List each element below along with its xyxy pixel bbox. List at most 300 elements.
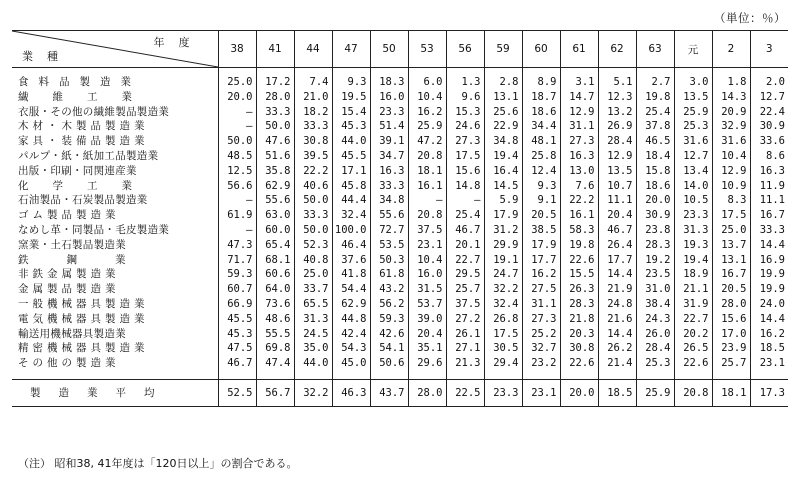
data-table [12,30,788,407]
year-header-cell: 3 [750,31,788,68]
value-cell: 72.7 [370,223,408,238]
value-cell: 32.9 [712,119,750,134]
value-cell: 12.7 [759,90,785,103]
value-cell: 16.3 [759,164,785,177]
value-cell: — [218,193,256,208]
year-header-cell: 2 [712,31,750,68]
value-cell: 7.6 [560,179,598,194]
industry-name: 金属製品製造業 [18,283,120,296]
value-cell: 61.8 [370,267,408,282]
value-cell: 29.5 [446,267,484,282]
value-cell: 23.1 [759,357,785,370]
industry-name: 一般機械器具製造業 [18,297,149,310]
value-cell: 59.3 [370,312,408,327]
value-cell: 52.3 [294,238,332,253]
table-body [12,68,788,407]
value-cell: 19.5 [332,90,370,105]
value-cell: 26.3 [560,282,598,297]
industry-name-cell [12,238,218,253]
value-cell: 23.9 [712,341,750,356]
value-cell: 25.0 [294,267,332,282]
value-cell: 12.9 [560,105,598,120]
spacer-cell [12,371,218,380]
value-cell: 13.5 [674,90,712,105]
value-cell: 8.3 [712,193,750,208]
value-cell: 37.5 [446,297,484,312]
industry-name-cell [12,297,218,312]
value-cell: 15.5 [560,267,598,282]
year-header-cell: 元 [674,31,712,68]
value-cell: 60.0 [256,223,294,238]
value-cell: 24.6 [446,119,484,134]
value-cell: 48.6 [256,312,294,327]
value-cell: 31.6 [674,134,712,149]
value-cell: 23.3 [674,208,712,223]
value-cell: 41.8 [332,267,370,282]
value-cell: 39.5 [294,149,332,164]
value-cell: — [218,105,256,120]
value-cell: 16.2 [408,105,446,120]
year-header-cell: 38 [218,31,256,68]
value-cell: 43.2 [370,282,408,297]
header-row [12,31,788,68]
value-cell: 18.2 [294,105,332,120]
value-cell: 12.4 [522,164,560,179]
value-cell: 47.3 [218,238,256,253]
value-cell: 68.1 [256,253,294,268]
value-cell: 16.0 [408,267,446,282]
value-cell: 9.3 [332,68,370,90]
table-row [12,134,788,149]
table-row [12,208,788,223]
value-cell: 27.3 [560,134,598,149]
spacer-cell [750,371,788,380]
value-cell: 62.9 [332,297,370,312]
value-cell: 29.4 [484,356,522,371]
value-cell: 16.4 [484,164,522,179]
value-cell: 47.5 [218,341,256,356]
value-cell: 16.2 [759,327,785,340]
value-cell: 16.1 [560,208,598,223]
value-cell: 32.4 [484,297,522,312]
value-cell: 33.7 [294,282,332,297]
table-row [12,193,788,208]
value-cell: 20.5 [712,282,750,297]
industry-name: 鉄鋼業 [18,253,164,266]
value-cell: 28.0 [712,297,750,312]
value-cell: 13.2 [598,105,636,120]
value-cell: 19.8 [636,90,674,105]
value-cell: 42.4 [332,327,370,342]
value-cell: 22.7 [446,253,484,268]
value-cell: 18.7 [522,90,560,105]
table-row [12,297,788,312]
table-row [12,149,788,164]
value-cell: 60.6 [256,267,294,282]
value-cell: 20.2 [674,327,712,342]
value-cell: 13.5 [598,164,636,179]
industry-name: 繊維工業 [18,90,156,103]
value-cell: 40.8 [294,253,332,268]
value-cell: 26.0 [636,327,674,342]
table-row [12,253,788,268]
value-cell: 29.6 [408,356,446,371]
value-cell: 14.4 [598,327,636,342]
industry-name: その他の製造業 [18,357,120,370]
unit-label: （単位：％） [714,11,786,25]
value-cell: 55.6 [370,208,408,223]
industry-name: 食料品製造業 [18,76,141,88]
value-cell: 19.9 [759,268,785,281]
value-cell: 50.0 [256,119,294,134]
spacer-cell [332,371,370,380]
value-cell: 23.5 [636,267,674,282]
value-cell: 17.2 [256,68,294,90]
industry-name: 非鉄金属製造業 [18,268,120,281]
table-row [12,312,788,327]
value-cell: 37.6 [332,253,370,268]
table-row [12,282,788,297]
industry-name-cell [12,68,218,90]
value-cell: 33.3 [370,179,408,194]
value-cell: 27.1 [446,341,484,356]
spacer-row [12,371,788,380]
value-cell: 25.9 [408,119,446,134]
value-cell: 8.9 [522,68,560,90]
value-cell: 31.3 [674,223,712,238]
value-cell: 45.3 [332,119,370,134]
value-cell: 17.9 [522,238,560,253]
value-cell: 34.8 [484,134,522,149]
value-cell: 18.5 [759,342,785,355]
value-cell: 47.4 [256,356,294,371]
value-cell: 43.7 [370,379,408,406]
spacer-cell [256,371,294,380]
value-cell: 32.2 [294,379,332,406]
value-cell: 25.4 [446,208,484,223]
value-cell: 18.3 [370,68,408,90]
value-cell: 55.5 [256,327,294,342]
industry-name: 精密機械器具製造業 [18,342,149,355]
industry-name-cell [12,149,218,164]
value-cell: 38.5 [522,223,560,238]
value-cell: 17.5 [446,149,484,164]
value-cell: 22.4 [759,105,785,118]
value-cell: 22.6 [674,356,712,371]
table-row [12,119,788,134]
value-cell: 35.8 [256,164,294,179]
value-cell: 20.1 [446,238,484,253]
value-cell: 24.8 [598,297,636,312]
value-cell: 52.5 [218,379,256,406]
value-cell: 30.8 [560,341,598,356]
value-cell: 22.2 [560,193,598,208]
value-cell: 14.7 [560,90,598,105]
value-cell: 44.0 [294,356,332,371]
spacer-cell [674,371,712,380]
table-row [12,223,788,238]
value-cell: 54.1 [370,341,408,356]
footnote: （注） 昭和38, 41年度は「120日以上」の割合である。 [18,457,298,470]
value-cell: 17.7 [522,253,560,268]
value-cell: 62.9 [256,179,294,194]
value-cell: 23.3 [370,105,408,120]
value-cell: 20.4 [598,208,636,223]
value-cell: 25.0 [712,223,750,238]
table-row [12,90,788,105]
value-cell: 28.4 [636,341,674,356]
year-header-cell: 47 [332,31,370,68]
value-cell: 16.3 [370,164,408,179]
table-row [12,238,788,253]
industry-name-cell [12,223,218,238]
value-cell: 11.9 [759,179,785,192]
value-cell: 44.4 [332,193,370,208]
value-cell: 31.5 [408,282,446,297]
value-cell: 17.7 [598,253,636,268]
value-cell: 19.8 [560,238,598,253]
value-cell: 47.6 [256,134,294,149]
value-cell: 23.1 [522,379,560,406]
value-cell: 21.4 [598,356,636,371]
value-cell: 51.4 [370,119,408,134]
value-cell: 24.0 [759,297,785,310]
table-row [12,267,788,282]
value-cell: 10.9 [712,179,750,194]
value-cell: 54.4 [332,282,370,297]
value-cell: 13.1 [712,253,750,268]
year-header-cell: 44 [294,31,332,68]
value-cell: 16.9 [759,253,785,266]
value-cell: 26.1 [446,327,484,342]
spacer-cell [446,371,484,380]
industry-name-cell [12,179,218,194]
value-cell: 58.3 [560,223,598,238]
value-cell: 5.1 [598,68,636,90]
table-row [12,327,788,342]
value-cell: 55.6 [256,193,294,208]
industry-name: 石油製品・石炭製品製造業 [18,194,148,207]
value-cell: 25.0 [218,68,256,90]
value-cell: 33.6 [759,135,785,148]
industry-name: パルプ・紙・紙加工品製造業 [18,149,159,162]
table-row [12,356,788,371]
value-cell: 7.4 [294,68,332,90]
year-header-label: 年度 [153,36,204,49]
value-cell: 34.4 [522,119,560,134]
value-cell: 35.0 [294,341,332,356]
value-cell: 46.7 [218,356,256,371]
value-cell: 29.9 [484,238,522,253]
value-cell: — [408,193,446,208]
value-cell: 17.9 [484,208,522,223]
value-cell: 31.9 [674,297,712,312]
value-cell: 23.3 [484,379,522,406]
value-cell: 33.3 [294,119,332,134]
industry-name: 窯業・土石製品製造業 [18,238,126,251]
value-cell: 25.3 [674,119,712,134]
value-cell: 48.1 [522,134,560,149]
industry-name-cell [12,208,218,223]
value-cell: 51.6 [256,149,294,164]
value-cell: 14.4 [759,238,785,251]
table-row [12,68,788,90]
value-cell: 16.7 [759,209,785,222]
value-cell: 6.0 [408,68,446,90]
value-cell: 23.2 [522,356,560,371]
value-cell: 39.0 [408,312,446,327]
value-cell: 2.7 [636,68,674,90]
value-cell: 28.0 [256,90,294,105]
value-cell: 45.3 [218,327,256,342]
value-cell: 12.7 [674,149,712,164]
spacer-cell [560,371,598,380]
value-cell: 18.4 [636,149,674,164]
value-cell: 19.2 [636,253,674,268]
year-header-cell: 61 [560,31,598,68]
value-cell: 23.8 [636,223,674,238]
value-cell: 16.2 [522,267,560,282]
value-cell: 1.8 [712,68,750,90]
value-cell: 14.0 [674,179,712,194]
value-cell: 17.5 [484,327,522,342]
value-cell: 64.0 [256,282,294,297]
value-cell: 39.1 [370,134,408,149]
industry-name-cell [12,193,218,208]
industry-name-cell [12,379,218,406]
header-corner-cell [12,31,218,68]
value-cell: 28.3 [636,238,674,253]
value-cell: 46.3 [332,379,370,406]
value-cell: 3.0 [674,68,712,90]
value-cell: 10.4 [712,149,750,164]
value-cell: 18.9 [674,267,712,282]
value-cell: 21.1 [674,282,712,297]
value-cell: 28.4 [598,134,636,149]
value-cell: 12.5 [218,164,256,179]
value-cell: 45.5 [218,312,256,327]
value-cell: 66.9 [218,297,256,312]
industry-name-cell [12,164,218,179]
value-cell: 35.1 [408,341,446,356]
value-cell: 45.0 [332,356,370,371]
value-cell: 21.3 [446,356,484,371]
value-cell: 25.6 [484,105,522,120]
value-cell: 20.8 [408,208,446,223]
value-cell: 19.1 [484,253,522,268]
value-cell: 31.0 [636,282,674,297]
value-cell: 14.3 [712,90,750,105]
value-cell: 25.2 [522,327,560,342]
value-cell: 10.4 [408,90,446,105]
value-cell: 19.3 [674,238,712,253]
value-cell: 20.4 [408,327,446,342]
value-cell: 21.0 [294,90,332,105]
value-cell: 26.5 [674,341,712,356]
value-cell: 31.2 [484,223,522,238]
value-cell: 25.3 [636,356,674,371]
spacer-cell [294,371,332,380]
value-cell: 19.9 [759,283,785,296]
value-cell: 34.7 [370,149,408,164]
year-header-cell: 50 [370,31,408,68]
industry-name-cell [12,356,218,371]
industry-name-cell [12,312,218,327]
value-cell: 22.7 [674,312,712,327]
value-cell: 25.9 [674,105,712,120]
value-cell: 10.7 [598,179,636,194]
spacer-cell [218,371,256,380]
value-cell: 34.8 [370,193,408,208]
value-cell: 59.3 [218,267,256,282]
value-cell: 21.8 [560,312,598,327]
value-cell: 37.5 [408,223,446,238]
spacer-cell [712,371,750,380]
value-cell: 18.6 [522,105,560,120]
value-cell: 22.6 [560,253,598,268]
year-header-cell: 62 [598,31,636,68]
value-cell: 18.6 [636,179,674,194]
value-cell: 50.0 [218,134,256,149]
value-cell: — [218,119,256,134]
year-header-cell: 59 [484,31,522,68]
value-cell: 24.3 [636,312,674,327]
spacer-cell [408,371,446,380]
value-cell: 17.0 [712,327,750,342]
value-cell: 22.9 [484,119,522,134]
spacer-cell [636,371,674,380]
value-cell: 24.5 [294,327,332,342]
value-cell: 26.9 [598,119,636,134]
value-cell: 47.2 [408,134,446,149]
industry-name: 化学工業 [18,179,156,192]
value-cell: 30.9 [759,120,785,133]
value-cell: 16.0 [370,90,408,105]
value-cell: 10.4 [408,253,446,268]
value-cell: 9.6 [446,90,484,105]
value-cell: 50.0 [294,193,332,208]
value-cell: 27.3 [446,134,484,149]
value-cell: 22.2 [294,164,332,179]
value-cell: 21.6 [598,312,636,327]
value-cell: 27.2 [446,312,484,327]
value-cell: 25.9 [636,379,674,406]
value-cell: 8.6 [766,149,785,162]
industry-name-cell [12,253,218,268]
value-cell: 27.5 [522,282,560,297]
value-cell: 10.5 [674,193,712,208]
value-cell: 50.0 [294,223,332,238]
industry-name: 電気機械器具製造業 [18,312,149,325]
value-cell: 20.8 [408,149,446,164]
value-cell: 20.3 [560,327,598,342]
value-cell: 33.3 [294,208,332,223]
value-cell: 38.4 [636,297,674,312]
value-cell: 12.3 [598,90,636,105]
value-cell: 14.4 [598,267,636,282]
value-cell: 17.5 [712,208,750,223]
value-cell: 13.1 [484,90,522,105]
average-row [12,379,788,406]
table-row [12,164,788,179]
value-cell: 46.7 [598,223,636,238]
industry-name-cell [12,90,218,105]
value-cell: 19.4 [484,149,522,164]
value-cell: 69.8 [256,341,294,356]
value-cell: 11.1 [598,193,636,208]
value-cell: 2.8 [484,68,522,90]
value-cell: 33.3 [759,223,785,236]
